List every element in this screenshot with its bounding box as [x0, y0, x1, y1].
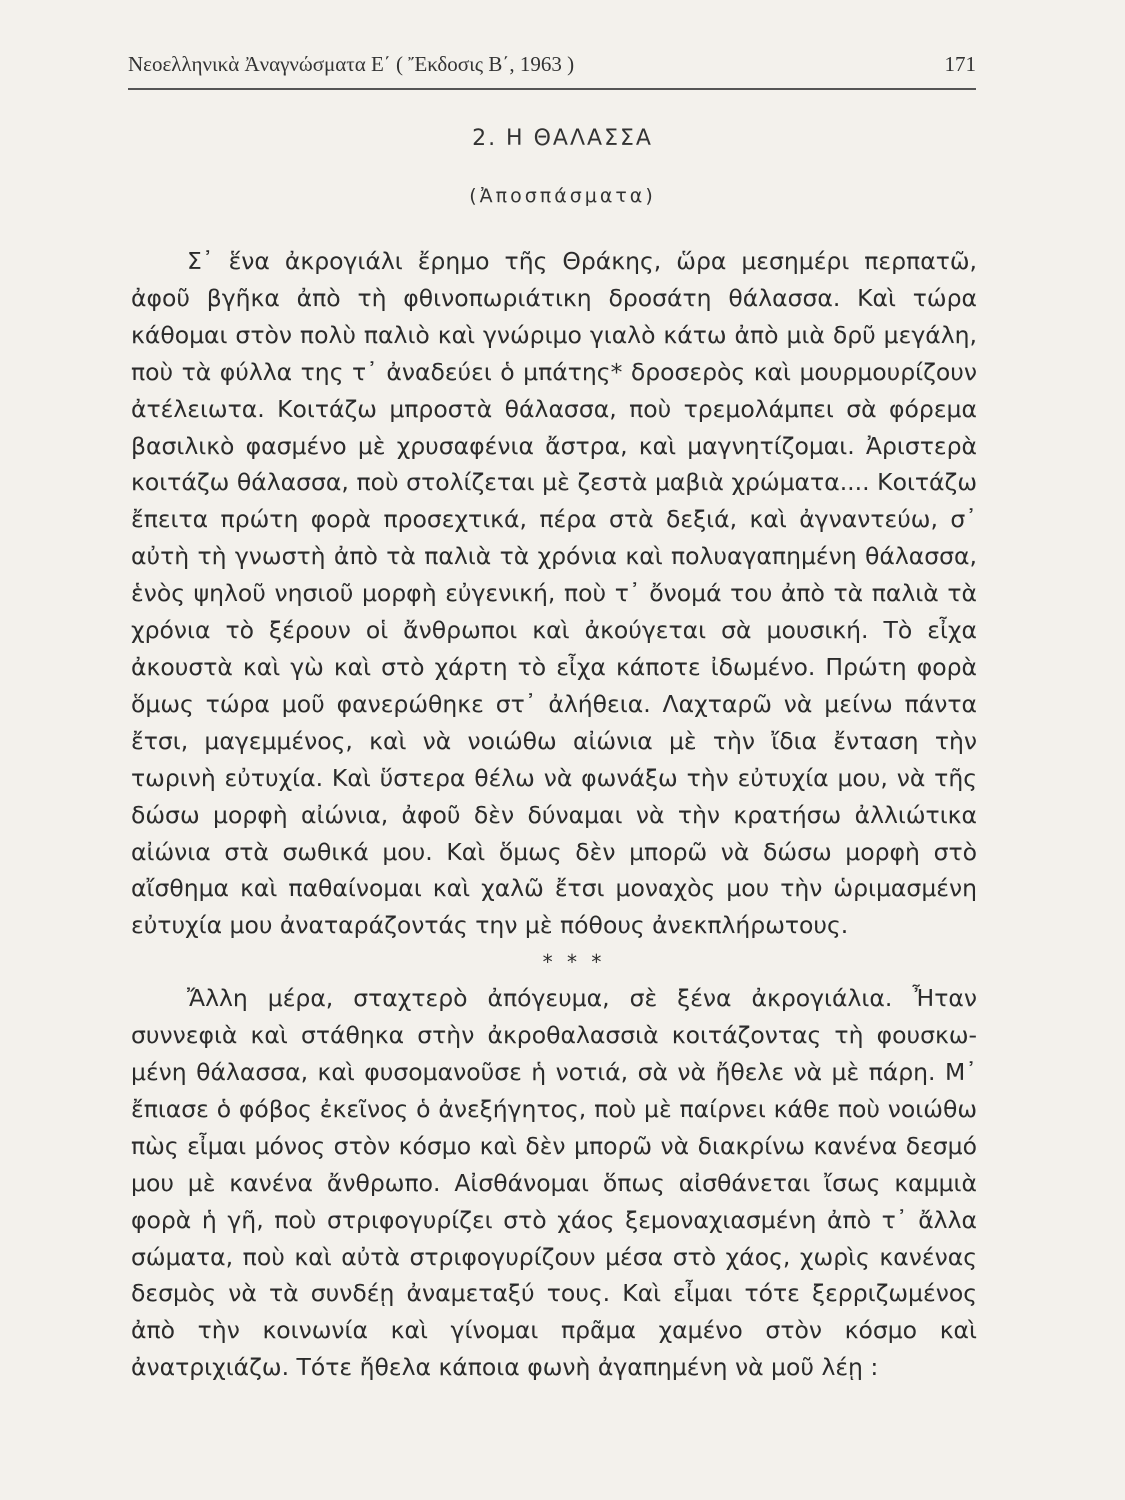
section-separator: * * *	[542, 950, 606, 975]
page-number: 171	[944, 52, 976, 76]
paragraph: Σ᾿ ἕνα ἀκρογιάλι ἔρημο τῆς Θράκης, ὥρα μεσημέρι περπατῶ, ἀφοῦ βγῆκα ἀπὸ τὴ φθινοπωριάτικη δροσάτη θάλασσα. Καὶ τώρα κάθομαι στὸν πολὺ παλιὸ καὶ γνώριμο γιαλὸ κάτω ἀπὸ μιὰ δρῦ μεγάλη, ποὺ τὰ φύλλα της τ᾿ ἀναδεύει ὁ μπάτης* δροσερὸς καὶ μουρμουρίζουν ἀτέλειωτα. Κοιτάζω μπροστὰ θάλασσα, ποὺ τρεμολάμπει σὰ φόρεμα βασιλικὸ φασμένο μὲ χρυσαφένια ἄστρα, καὶ μαγνητίζομαι. Ἀριστερὰ κοιτάζω θάλασσα, ποὺ στολίζεται μὲ ζεστὰ μαβιὰ χρώματα.... Κοιτάζω ἔπειτα πρώτη φορὰ προσεχτικά, πέρα στὰ δεξιά, καὶ ἀγναντεύω, σ᾿ αὐτὴ τὴ γνωστὴ ἀπὸ τὰ παλιὰ τὰ χρόνια καὶ πολυαγαπημένη θάλασσα, ἑνὸς ψηλοῦ νησιοῦ μορφὴ εὐγενική, ποὺ τ᾿ ὄνομά του ἀπὸ τὰ παλιὰ τὰ χρόνια τὸ ξέρουν οἱ ἄνθρωποι καὶ ἀκούγεται σὰ μουσική. Τὸ εἶχα ἀκουστὰ καὶ γὼ καὶ στὸ χάρτη τὸ εἶχα κάποτε ἰδωμένο. Πρώτη φορὰ ὅμως τώρα μοῦ φανερώθηκε στ᾿ ἀλήθεια. Λαχταρῶ νὰ μείνω πάντα ἔτσι, μαγεμμένος, καὶ νὰ νοιώθω αἰώνια μὲ τὴν ἴδια ἔνταση τὴν τωρινὴ εὐτυχία. Καὶ ὕστερα θέλω νὰ φωνάξω τὴν εὐτυχία μου, νὰ τῆς δώσω μορφὴ αἰώνια, ἀφοῦ δὲν δύναμαι νὰ τὴν κρατήσω ἀλλιώτικα αἰώνια στὰ σωθικά μου. Καὶ ὅμως δὲν μπορῶ νὰ δώσω μορφὴ στὸ αἴσθημα καὶ παθαίνομαι καὶ χαλῶ ἔτσι μοναχὸς μου τὴν ὡριμασμένη εὐτυχία μου ἀναταράζοντάς την μὲ πόθους ἀνεκπλήρωτους.	[131, 247, 977, 940]
paragraph: Ἄλλη μέρα, σταχτερὸ ἀπόγευμα, σὲ ξένα ἀκρογιάλια. Ἦταν συννεφιὰ καὶ στάθηκα στὴν ἀκροθαλασσιὰ κοιτάζοντας τὴ φουσκωμένη θάλασσα, καὶ φυσομανοῦσε ἡ νοτιά, σὰ νὰ ἤθελε νὰ μὲ πάρη. Μ᾿ ἔπιασε ὁ φόβος ἐκεῖνος ὁ ἀνεξήγητος, ποὺ μὲ παίρνει κάθε ποὺ νοιώθω πὼς εἶμαι μόνος στὸν κόσμο καὶ δὲν μπορῶ νὰ διακρίνω κανένα δεσμό μου μὲ κανένα ἄνθρωπο. Αἰσθάνομαι ὅπως αἰσθάνεται ἴσως καμμιὰ φορὰ ἡ γῆ, ποὺ στριφογυρίζει στὸ χάος ξεμοναχιασμένη ἀπὸ τ᾿ ἄλλα σώματα, ποὺ καὶ αὐτὰ στριφογυρίζουν μέσα στὸ χάος, χωρὶς κανένας δεσμὸς νὰ τὰ συνδέῃ ἀναμεταξύ τους. Καὶ εἶμαι τότε ξερριζωμένος ἀπὸ τὴν κοινωνία καὶ γίνομαι πρᾶμα χαμένο στὸν κόσμο καὶ ἀνατριχιάζω. Τότε ἤθελα κάποια φωνὴ ἀγαπημένη νὰ μοῦ λέῃ :	[131, 984, 977, 1382]
chapter-subtitle: (Ἀποσπάσματα)	[469, 185, 656, 207]
chapter-title: 2. Η ΘΑΛΑΣΣΑ	[472, 126, 653, 151]
book-title: Νεοελληνικὰ Ἀναγνώσματα Ε΄ ( Ἔκδοσις Β΄, 1963 )	[128, 52, 575, 76]
running-header	[128, 46, 976, 86]
header-rule	[128, 88, 976, 90]
body-text	[131, 243, 977, 1386]
